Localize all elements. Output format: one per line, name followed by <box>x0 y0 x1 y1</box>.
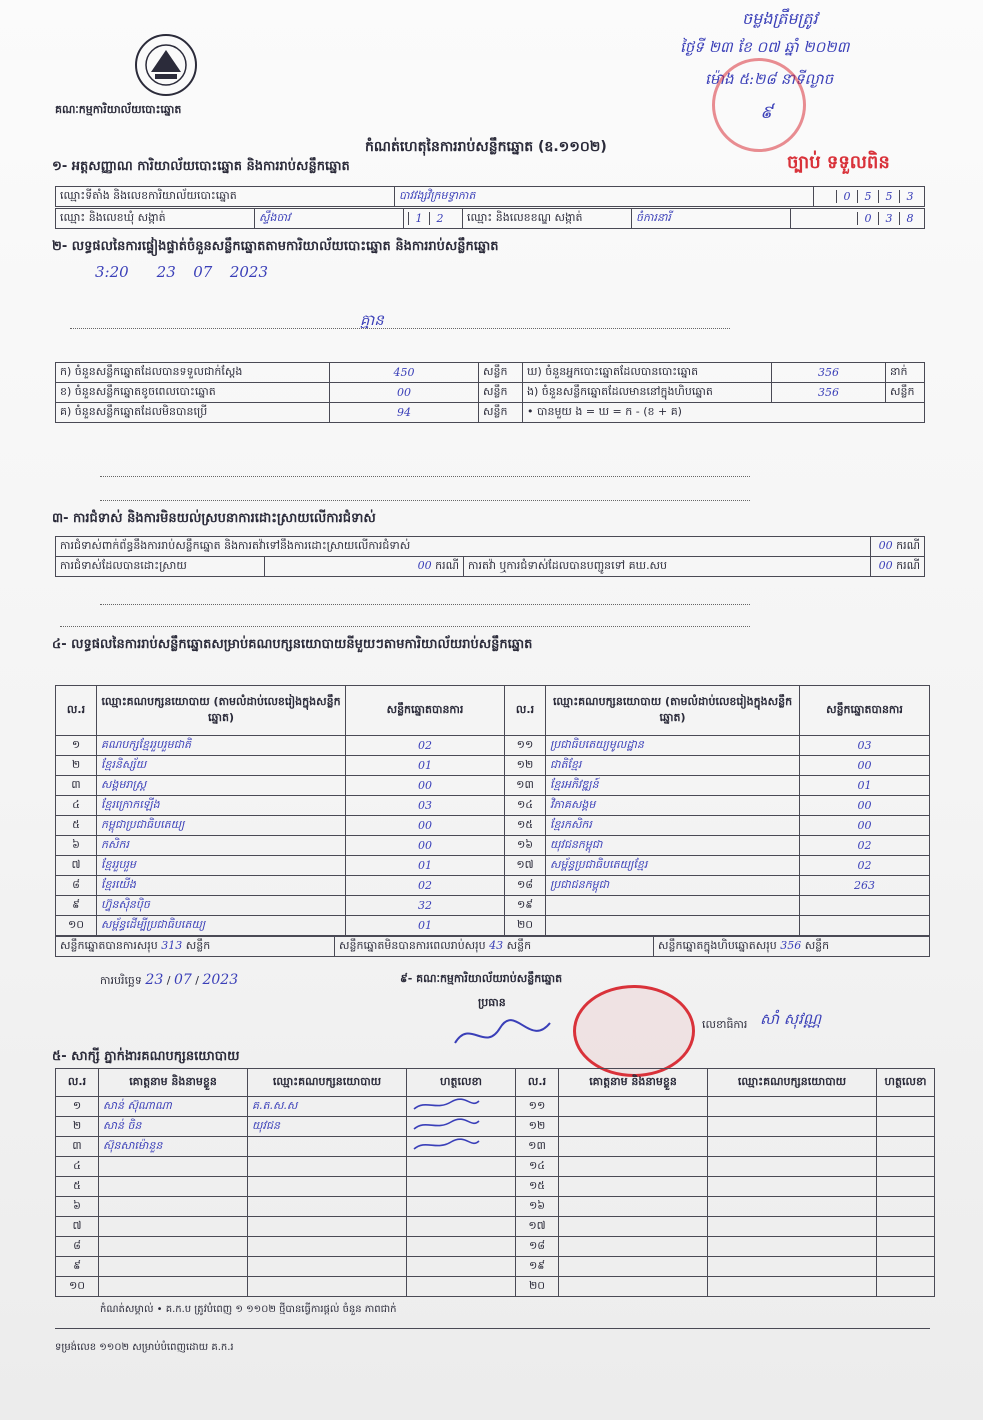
table-row <box>56 816 930 836</box>
s4-right-party-cell: ខ្មែរកសិករ <box>546 816 800 836</box>
digit: 5 <box>878 190 899 203</box>
table-row <box>56 1137 935 1157</box>
s4-col-votes-left: សន្លឹកឆ្នោតបានការ <box>346 686 505 736</box>
s4-left-party-cell: គណបក្សខ្មែររួបរួមជាតិ <box>97 736 346 756</box>
s4-left-votes-cell: 00 <box>346 836 505 856</box>
s3-row2-cell <box>265 557 464 577</box>
s3-row2-label-b: ការតវ៉ា ឬការជំទាស់ដែលបានបញ្ជូនទៅ គឃ.សប <box>464 557 871 577</box>
s4-left-votes-cell: 03 <box>346 796 505 816</box>
s5-left-no-cell: ១ <box>56 1097 99 1117</box>
s4-total-box-cell <box>654 937 930 957</box>
table-row <box>56 736 930 756</box>
corner-line-2: ម៉ោង ៥:២៨ នាទីល្ងាច <box>705 70 834 88</box>
s4-right-party-cell: ជាតិខ្មែរ <box>546 756 800 776</box>
table-row <box>56 1097 935 1117</box>
s2-d-unit: នាក់ <box>886 363 925 383</box>
s5-right-empty-cell <box>708 1277 877 1297</box>
s4-left-no-cell: ៧ <box>56 856 97 876</box>
s5-left-party-cell <box>248 1137 407 1157</box>
s4-left-votes-cell: 02 <box>346 876 505 896</box>
s3-row2-value: 00 <box>417 558 432 572</box>
footer-rule <box>55 1328 930 1329</box>
s4-left-no-cell: ២ <box>56 756 97 776</box>
s5-left-sign-cell <box>407 1277 516 1297</box>
signing-year: 2023 <box>202 972 239 988</box>
s5-left-name-cell <box>99 1197 248 1217</box>
s5-left-party-cell <box>248 1217 407 1237</box>
s5-right-no-cell: ១៥ <box>516 1177 559 1197</box>
s4-total-invalid: 43 <box>489 938 504 952</box>
s5-left-party-cell <box>248 1177 407 1197</box>
s5-col-sign-left: ហត្ថលេខា <box>407 1069 516 1097</box>
chief-signature-icon <box>450 1008 570 1058</box>
s1-row1-value: បាវវង្សវិក្រមទ្វាកាត <box>395 187 814 207</box>
s4-right-no-cell: ១១ <box>505 736 546 756</box>
s5-left-party-cell: យុវជន <box>248 1117 407 1137</box>
digit: 5 <box>857 190 878 203</box>
s4-right-no-cell: ១៥ <box>505 816 546 836</box>
official-seal-icon <box>573 985 695 1077</box>
s3-row1-unit: ករណី <box>896 538 920 552</box>
corner-red-stamp <box>712 58 806 152</box>
section4-title: ៤- លទ្ធផលនៃការរាប់សន្លឹកឆ្នោតសម្រាប់គណបក្សនយោបាយនីមួយៗតាមការិយាល័យរាប់សន្លឹកឆ្នោត <box>52 637 533 652</box>
digit: 3 <box>899 190 920 203</box>
committee-label: ៩- គណៈកម្មការិយាល័យរាប់សន្លឹកឆ្នោត <box>400 972 563 985</box>
s4-total-invalid-unit: សន្លឹក <box>506 938 532 952</box>
s1-row2-digits-b <box>791 209 925 229</box>
s5-right-empty-cell <box>559 1157 708 1177</box>
s5-right-no-cell: ១៣ <box>516 1137 559 1157</box>
s5-left-sign-cell <box>407 1097 516 1117</box>
s5-right-empty-cell <box>559 1097 708 1117</box>
s4-right-no-cell: ១៣ <box>505 776 546 796</box>
s4-left-no-cell: ១ <box>56 736 97 756</box>
org-name: គណៈកម្មការិយាល័យបោះឆ្នោត <box>55 103 182 116</box>
form-title: កំណត់ហេតុនៃការរាប់សន្លឹកឆ្នោត (ឧ.១១០២) <box>365 139 607 155</box>
s4-total-valid-cell <box>56 937 335 957</box>
witness-signature-icon <box>411 1137 481 1153</box>
table-row <box>56 776 930 796</box>
s2-note-value: គ្មាន <box>360 311 384 329</box>
witness-signature-icon <box>411 1097 481 1113</box>
s4-col-party-right: ឈ្មោះគណបក្សនយោបាយ (តាមលំដាប់លេខរៀងក្នុងសន្លឹកឆ្នោត) <box>546 686 800 736</box>
s5-right-empty-cell <box>877 1237 935 1257</box>
section5-table <box>55 1068 935 1297</box>
section1-table <box>55 186 925 207</box>
s2-formula: • បានមួយ ង = ឃ = ក - (ខ + គ) <box>523 403 925 423</box>
section2-title: ២- លទ្ធផលនៃការផ្ទៀងផ្ទាត់ចំនួនសន្លឹកឆ្នោតតាមការិយាល័យបោះឆ្នោត និងការរាប់សន្លឹកឆ្នោត <box>52 239 499 254</box>
s4-right-votes-cell: 00 <box>800 756 930 776</box>
signing-date-label: ការបរិច្ឆេទ <box>100 974 142 987</box>
s4-right-no-cell: ១៧ <box>505 856 546 876</box>
section3-table <box>55 536 925 577</box>
s1-row1-digits <box>814 187 925 207</box>
s4-right-party-cell: ប្រជាធិបតេយ្យមូលដ្ឋាន <box>546 736 800 756</box>
s5-col-name-left: គោត្តនាម និងនាមខ្លួន <box>99 1069 248 1097</box>
s5-left-party-cell <box>248 1237 407 1257</box>
s4-votes-body <box>56 736 930 936</box>
s5-left-no-cell: ៤ <box>56 1157 99 1177</box>
s3-dotted-line-1 <box>100 588 750 605</box>
s4-right-party-cell: សម្ព័ន្ធប្រជាធិបតេយ្យខ្មែរ <box>546 856 800 876</box>
s2-dotted-line-1 <box>100 460 750 477</box>
s4-left-party-cell: ខ្មែររួបរួម <box>97 856 346 876</box>
s5-right-empty-cell <box>708 1157 877 1177</box>
table-row <box>56 1117 935 1137</box>
s5-left-name-cell <box>99 1257 248 1277</box>
s4-left-party-cell: សង្គមរាស្ត្រ <box>97 776 346 796</box>
s5-left-sign-cell <box>407 1217 516 1237</box>
secretary-label: លេខាធិការ <box>702 1018 748 1031</box>
s4-left-party-cell: កសិករ <box>97 836 346 856</box>
s4-total-box-unit: សន្លឹក <box>804 938 830 952</box>
digit: 8 <box>899 212 920 225</box>
s5-left-sign-cell <box>407 1197 516 1217</box>
s3-row1-value: 00 <box>878 538 893 552</box>
s4-total-box: 356 <box>780 938 802 952</box>
secretary-name: សាំ សុវណ្ណ <box>760 1010 822 1028</box>
s5-right-empty-cell <box>708 1257 877 1277</box>
s2-b-label: ខ) ចំនួនសន្លឹកឆ្នោតខូចពេលបោះឆ្នោត <box>56 383 330 403</box>
s5-right-empty-cell <box>559 1197 708 1217</box>
s5-right-empty-cell <box>708 1177 877 1197</box>
s4-right-votes-cell: 00 <box>800 816 930 836</box>
footer-note: កំណត់សម្គាល់ • គ.ក.ប ត្រូវបំពេញ ១ ១១០២ ថ្មីបានធ្វើការផ្តល់ ចំនួន ភាពជាក់ <box>100 1304 397 1315</box>
digit: 3 <box>878 212 899 225</box>
s2-note-line <box>70 310 730 329</box>
s2-d-value: 356 <box>772 363 886 383</box>
s5-left-name-cell <box>99 1157 248 1177</box>
s5-col-party-right: ឈ្មោះគណបក្សនយោបាយ <box>708 1069 877 1097</box>
s4-left-votes-cell: 32 <box>346 896 505 916</box>
s4-left-votes-cell: 01 <box>346 916 505 936</box>
s5-right-empty-cell <box>559 1177 708 1197</box>
table-row <box>56 836 930 856</box>
s5-left-party-cell <box>248 1197 407 1217</box>
s3-row2-unit: ករណី <box>435 558 459 572</box>
witness-signature-icon <box>411 1117 481 1133</box>
s4-right-no-cell: ១២ <box>505 756 546 776</box>
s4-total-invalid-cell <box>335 937 654 957</box>
s5-right-empty-cell <box>559 1137 708 1157</box>
table-row <box>56 1217 935 1237</box>
s5-left-no-cell: ១០ <box>56 1277 99 1297</box>
s5-right-no-cell: ១១ <box>516 1097 559 1117</box>
s5-left-name-cell <box>99 1277 248 1297</box>
s5-left-name-cell <box>99 1177 248 1197</box>
table-row <box>56 876 930 896</box>
signing-date: ការបរិច្ឆេទ 23 / 07 / 2023 <box>100 972 239 988</box>
s3-row2-value-b: 00 <box>878 558 893 572</box>
s5-left-name-cell <box>99 1217 248 1237</box>
s4-right-votes-cell: 03 <box>800 736 930 756</box>
section1-table-row2 <box>55 208 925 229</box>
s2-e-label: ង) ចំនួនសន្លឹកឆ្នោតដែលមាននៅក្នុងហិបឆ្នោត <box>523 383 772 403</box>
s5-left-sign-cell <box>407 1137 516 1157</box>
s2-e-value: 356 <box>772 383 886 403</box>
s1-row1-label: ឈ្មោះទីតាំង និងលេខការិយាល័យបោះឆ្នោត <box>56 187 395 207</box>
s4-total-valid-label: សន្លឹកឆ្នោតបានការសរុប <box>60 938 158 952</box>
s4-total-box-label: សន្លឹកឆ្នោតក្នុងហិបឆ្នោតសរុប <box>658 938 777 952</box>
table-row <box>56 916 930 936</box>
s4-left-party-cell: ខ្មែរយើង <box>97 876 346 896</box>
s5-right-empty-cell <box>877 1197 935 1217</box>
nec-emblem-icon <box>133 32 199 98</box>
s5-right-empty-cell <box>559 1117 708 1137</box>
s5-right-empty-cell <box>708 1197 877 1217</box>
s5-left-sign-cell <box>407 1117 516 1137</box>
s5-right-empty-cell <box>708 1237 877 1257</box>
s5-col-name-right: គោត្តនាម និងនាមខ្លួន <box>559 1069 708 1097</box>
table-row <box>56 896 930 916</box>
s4-right-votes-cell <box>800 916 930 936</box>
s1-row2-label: ឈ្មោះ និងលេខឃុំ សង្កាត់ <box>56 209 255 229</box>
s5-left-no-cell: ៨ <box>56 1237 99 1257</box>
s5-right-empty-cell <box>708 1097 877 1117</box>
signing-day: 23 <box>145 972 164 988</box>
s5-right-empty-cell <box>559 1217 708 1237</box>
s4-left-party-cell: កម្ពុជាប្រជាធិបតេយ្យ <box>97 816 346 836</box>
s4-total-invalid-label: សន្លឹកឆ្នោតមិនបានការពេលរាប់សរុប <box>339 938 486 952</box>
s4-left-votes-cell: 01 <box>346 756 505 776</box>
table-row <box>56 1237 935 1257</box>
s2-date-month: 07 <box>193 263 213 281</box>
s2-a-value: 450 <box>330 363 479 383</box>
s4-left-party-cell: ហ្វ៊ុនស៊ិនប៉ិច <box>97 896 346 916</box>
s2-c-value: 94 <box>330 403 479 423</box>
s5-right-no-cell: ២០ <box>516 1277 559 1297</box>
corner-line-3: ៩ <box>760 102 773 123</box>
s5-left-sign-cell <box>407 1177 516 1197</box>
s5-right-no-cell: ១៩ <box>516 1257 559 1277</box>
s4-right-votes-cell: 01 <box>800 776 930 796</box>
s5-witness-body <box>56 1097 935 1297</box>
s1-row2-value-b: ចំការនារី <box>632 209 791 229</box>
s5-left-party-cell <box>248 1157 407 1177</box>
table-row <box>56 1257 935 1277</box>
s5-right-empty-cell <box>877 1277 935 1297</box>
s4-left-votes-cell: 01 <box>346 856 505 876</box>
s5-right-empty-cell <box>877 1137 935 1157</box>
s4-right-no-cell: ២០ <box>505 916 546 936</box>
s2-e-unit: សន្លឹក <box>886 383 925 403</box>
s3-row2-unit-b: ករណី <box>896 558 920 572</box>
table-row <box>56 1177 935 1197</box>
s5-col-no-left: ល.រ <box>56 1069 99 1097</box>
s4-right-party-cell: វិភាគសង្គម <box>546 796 800 816</box>
s4-left-no-cell: ១០ <box>56 916 97 936</box>
section1-title: ១- អត្តសញ្ញាណ ការិយាល័យបោះឆ្នោត និងការរាប់សន្លឹកឆ្នោត <box>52 159 350 174</box>
s5-right-empty-cell <box>559 1237 708 1257</box>
s5-right-no-cell: ១៦ <box>516 1197 559 1217</box>
s3-row2-cell-b <box>871 557 925 577</box>
s4-right-party-cell: ខ្មែរអភិវឌ្ឍន៍ <box>546 776 800 796</box>
s4-left-no-cell: ៤ <box>56 796 97 816</box>
chief-label: ប្រធាន <box>478 996 506 1009</box>
s3-dotted-line-2 <box>60 610 750 627</box>
s4-col-party-left: ឈ្មោះគណបក្សនយោបាយ (តាមលំដាប់លេខរៀងក្នុងសន្លឹកឆ្នោត) <box>97 686 346 736</box>
s1-row2-digits-a <box>404 209 463 229</box>
s1-row2-value: ស្ទឹងចាវ <box>255 209 404 229</box>
s5-left-no-cell: ៩ <box>56 1257 99 1277</box>
s5-left-party-cell <box>248 1277 407 1297</box>
s3-row1-cell <box>871 537 925 557</box>
s4-total-valid-unit: សន្លឹក <box>185 938 211 952</box>
corner-stamp-text: ចម្លងត្រឹមត្រូវ <box>742 9 818 28</box>
s2-c-unit: សន្លឹក <box>479 403 523 423</box>
s5-left-name-cell: ស៊ុនសាម៉ោនួន <box>99 1137 248 1157</box>
s5-left-no-cell: ៦ <box>56 1197 99 1217</box>
s2-a-label: ក) ចំនួនសន្លឹកឆ្នោតដែលបានទទួលជាក់ស្តែង <box>56 363 330 383</box>
s5-col-party-left: ឈ្មោះគណបក្សនយោបាយ <box>248 1069 407 1097</box>
s2-c-label: គ) ចំនួនសន្លឹកឆ្នោតដែលមិនបានប្រើ <box>56 403 330 423</box>
s4-left-no-cell: ៦ <box>56 836 97 856</box>
s2-time-line <box>95 263 268 281</box>
s4-left-votes-cell: 00 <box>346 816 505 836</box>
s2-dotted-line-2 <box>100 484 750 501</box>
s4-left-no-cell: ៣ <box>56 776 97 796</box>
s5-left-sign-cell <box>407 1157 516 1177</box>
s4-col-no-left: ល.រ <box>56 686 97 736</box>
s4-right-no-cell: ១៨ <box>505 876 546 896</box>
s5-right-empty-cell <box>559 1277 708 1297</box>
s4-left-no-cell: ៥ <box>56 816 97 836</box>
s4-left-no-cell: ៩ <box>56 896 97 916</box>
section2-table <box>55 362 925 423</box>
s4-left-no-cell: ៨ <box>56 876 97 896</box>
s5-left-party-cell <box>248 1257 407 1277</box>
s4-right-votes-cell: 263 <box>800 876 930 896</box>
s5-col-no-right: ល.រ <box>516 1069 559 1097</box>
table-row <box>56 1277 935 1297</box>
s5-right-empty-cell <box>877 1117 935 1137</box>
s5-right-empty-cell <box>877 1217 935 1237</box>
section3-title: ៣- ការជំទាស់ និងការមិនយល់ស្របនាការដោះស្រាយលើការជំទាស់ <box>52 511 376 526</box>
section5-title: ៥- សាក្សី ភ្នាក់ងារគណបក្សនយោបាយ <box>52 1049 240 1064</box>
s4-left-votes-cell: 02 <box>346 736 505 756</box>
copy-label: ច្បាប់ ទទួលពិន <box>787 152 890 173</box>
digit: 2 <box>429 212 450 225</box>
table-row <box>56 756 930 776</box>
s5-right-empty-cell <box>877 1097 935 1117</box>
s3-row1-label: ការជំទាស់ពាក់ព័ន្ធនឹងការរាប់សន្លឹកឆ្នោត និងការតវ៉ាទៅនឹងការដោះស្រាយលើការជំទាស់ <box>56 537 871 557</box>
s2-b-value: 00 <box>330 383 479 403</box>
s4-right-party-cell <box>546 896 800 916</box>
s4-col-votes-right: សន្លឹកឆ្នោតបានការ <box>800 686 930 736</box>
s4-right-party-cell: ប្រជាជនកម្ពុជា <box>546 876 800 896</box>
s5-right-no-cell: ១៧ <box>516 1217 559 1237</box>
s4-right-votes-cell <box>800 896 930 916</box>
table-row <box>56 856 930 876</box>
s4-left-party-cell: ខ្មែរក្រោកឡើង <box>97 796 346 816</box>
s5-left-no-cell: ២ <box>56 1117 99 1137</box>
signing-month: 07 <box>173 972 192 988</box>
s5-left-name-cell: សាន់ ចិន <box>99 1117 248 1137</box>
s2-d-label: ឃ) ចំនួនអ្នកបោះឆ្នោតដែលបានបោះឆ្នោត <box>523 363 772 383</box>
s5-left-party-cell: គ.ត.ស.ស <box>248 1097 407 1117</box>
section4-votes-table <box>55 685 930 936</box>
s5-right-no-cell: ១៤ <box>516 1157 559 1177</box>
s3-row2-label: ការជំទាស់ដែលបានដោះស្រាយ <box>56 557 265 577</box>
s4-right-votes-cell: 00 <box>800 796 930 816</box>
s2-date-year: 2023 <box>229 263 269 281</box>
s5-right-empty-cell <box>708 1117 877 1137</box>
s4-left-party-cell: ខ្មែរនិស្ស័យ <box>97 756 346 776</box>
digit: 0 <box>836 190 857 203</box>
s5-left-no-cell: ៧ <box>56 1217 99 1237</box>
s5-right-empty-cell <box>559 1257 708 1277</box>
s4-col-no-right: ល.រ <box>505 686 546 736</box>
s1-row2-label-b: ឈ្មោះ និងលេខខណ្ឌ សង្កាត់ <box>463 209 632 229</box>
s4-total-valid: 313 <box>161 938 183 952</box>
digit: 1 <box>408 212 429 225</box>
s5-right-empty-cell <box>877 1157 935 1177</box>
s4-right-party-cell: យុវជនកម្ពុជា <box>546 836 800 856</box>
s5-left-no-cell: ៣ <box>56 1137 99 1157</box>
table-row <box>56 1157 935 1177</box>
s5-left-name-cell: សាន់ ស៊ុណាណា <box>99 1097 248 1117</box>
s4-right-votes-cell: 02 <box>800 856 930 876</box>
section4-totals <box>55 936 930 957</box>
s2-b-unit: សន្លឹក <box>479 383 523 403</box>
s5-right-empty-cell <box>708 1137 877 1157</box>
s5-right-no-cell: ១៨ <box>516 1237 559 1257</box>
s4-right-party-cell <box>546 916 800 936</box>
s4-right-votes-cell: 02 <box>800 836 930 856</box>
s5-right-empty-cell <box>877 1257 935 1277</box>
s5-left-sign-cell <box>407 1237 516 1257</box>
s4-right-no-cell: ១៤ <box>505 796 546 816</box>
s2-time-start: 3:20 <box>95 263 129 281</box>
s2-a-unit: សន្លឹក <box>479 363 523 383</box>
s4-right-no-cell: ១៩ <box>505 896 546 916</box>
s5-right-empty-cell <box>877 1177 935 1197</box>
s2-date-day: 23 <box>156 263 176 281</box>
footer-form-code: ទម្រង់លេខ ១១០២ សម្រាប់បំពេញដោយ គ.ក.រ <box>55 1342 234 1353</box>
s5-left-no-cell: ៥ <box>56 1177 99 1197</box>
s5-right-no-cell: ១២ <box>516 1117 559 1137</box>
table-row <box>56 796 930 816</box>
s5-col-sign-right: ហត្ថលេខា <box>877 1069 935 1097</box>
s5-left-name-cell <box>99 1237 248 1257</box>
s5-left-sign-cell <box>407 1257 516 1277</box>
digit: 0 <box>857 212 878 225</box>
s5-right-empty-cell <box>708 1217 877 1237</box>
s4-left-party-cell: សម្ព័ន្ធដើម្បីប្រជាធិបតេយ្យ <box>97 916 346 936</box>
s4-right-no-cell: ១៦ <box>505 836 546 856</box>
table-row <box>56 1197 935 1217</box>
s4-left-votes-cell: 00 <box>346 776 505 796</box>
corner-line-1: ថ្ងៃទី ២៣ ខែ ០៧ ឆ្នាំ ២០២៣ <box>680 38 850 56</box>
